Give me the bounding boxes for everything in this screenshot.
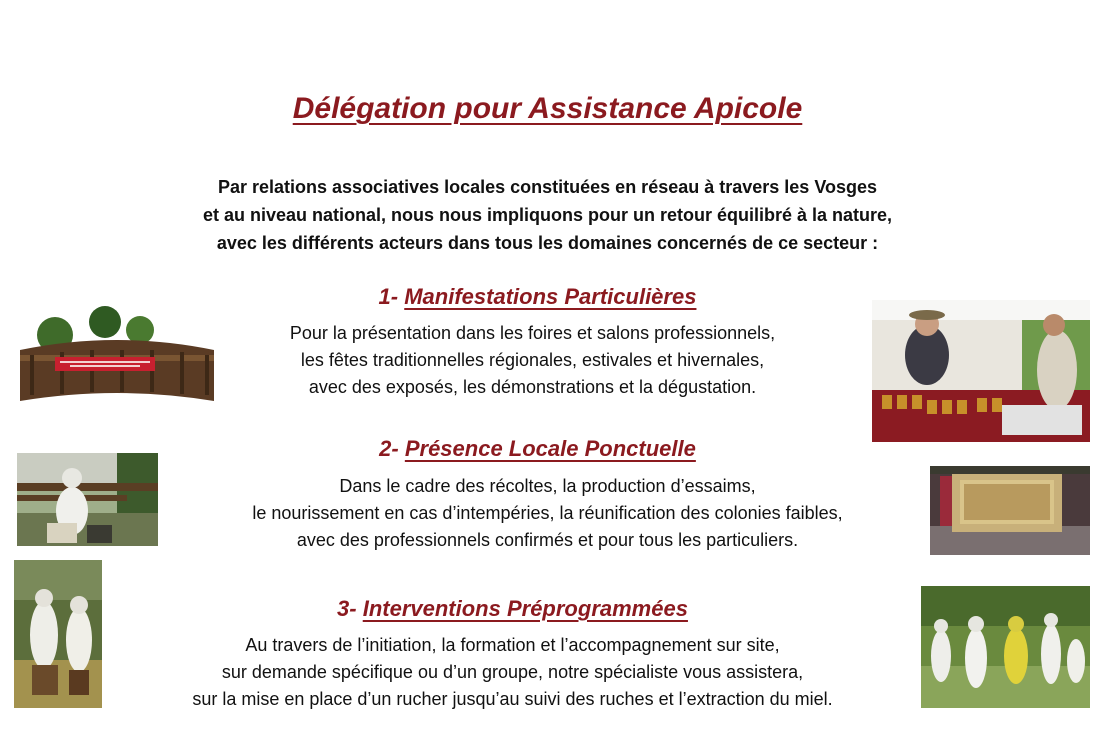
text-line: les fêtes traditionnelles régionales, estivales et hivernales, bbox=[300, 350, 765, 370]
intro-text bbox=[0, 173, 1095, 257]
text-line: Pour la présentation dans les foires et salons professionnels, bbox=[289, 323, 776, 343]
text-line: avec des exposés, les démonstrations et la dégustation. bbox=[308, 377, 757, 397]
section-3-heading bbox=[0, 596, 1060, 622]
honey-frame-photo bbox=[930, 466, 1090, 555]
honey-stand-photo bbox=[872, 300, 1090, 442]
section-name: Interventions Préprogrammées bbox=[362, 596, 688, 621]
intro-line: avec les différents acteurs dans tous les domaines concernés de ce secteur : bbox=[216, 233, 879, 253]
fair-banner-photo bbox=[20, 300, 214, 401]
section-number: 1- bbox=[378, 284, 405, 309]
beekeepers-group-photo bbox=[921, 586, 1090, 708]
intro-line: et au niveau national, nous nous impliquons pour un retour équilibré à la nature, bbox=[202, 205, 893, 225]
text-line: sur demande spécifique ou d’un groupe, notre spécialiste vous assistera, bbox=[221, 662, 804, 682]
text-line: sur la mise en place d’un rucher jusqu’au suivi des ruches et l’extraction du miel. bbox=[192, 689, 833, 709]
section-number: 2- bbox=[379, 436, 405, 461]
text-line: Dans le cadre des récoltes, la production d’essaims, bbox=[339, 476, 756, 496]
section-3-text bbox=[0, 632, 1060, 713]
text-line: avec des professionnels confirmés et pour tous les particuliers. bbox=[296, 530, 799, 550]
section-name: Présence Locale Ponctuelle bbox=[404, 436, 696, 461]
intro-line: Par relations associatives locales constituées en réseau à travers les Vosges bbox=[217, 177, 878, 197]
text-line: le nourissement en cas d’intempéries, la réunification des colonies faibles, bbox=[252, 503, 843, 523]
beekeeper-hive-photo bbox=[17, 453, 158, 546]
section-number: 3- bbox=[337, 596, 363, 621]
text-line: Au travers de l’initiation, la formation et l’accompagnement sur site, bbox=[245, 635, 780, 655]
beekeepers-suits-photo bbox=[14, 560, 102, 708]
page-title: Délégation pour Assistance Apicole bbox=[292, 92, 803, 125]
section-name: Manifestations Particulières bbox=[404, 284, 697, 309]
